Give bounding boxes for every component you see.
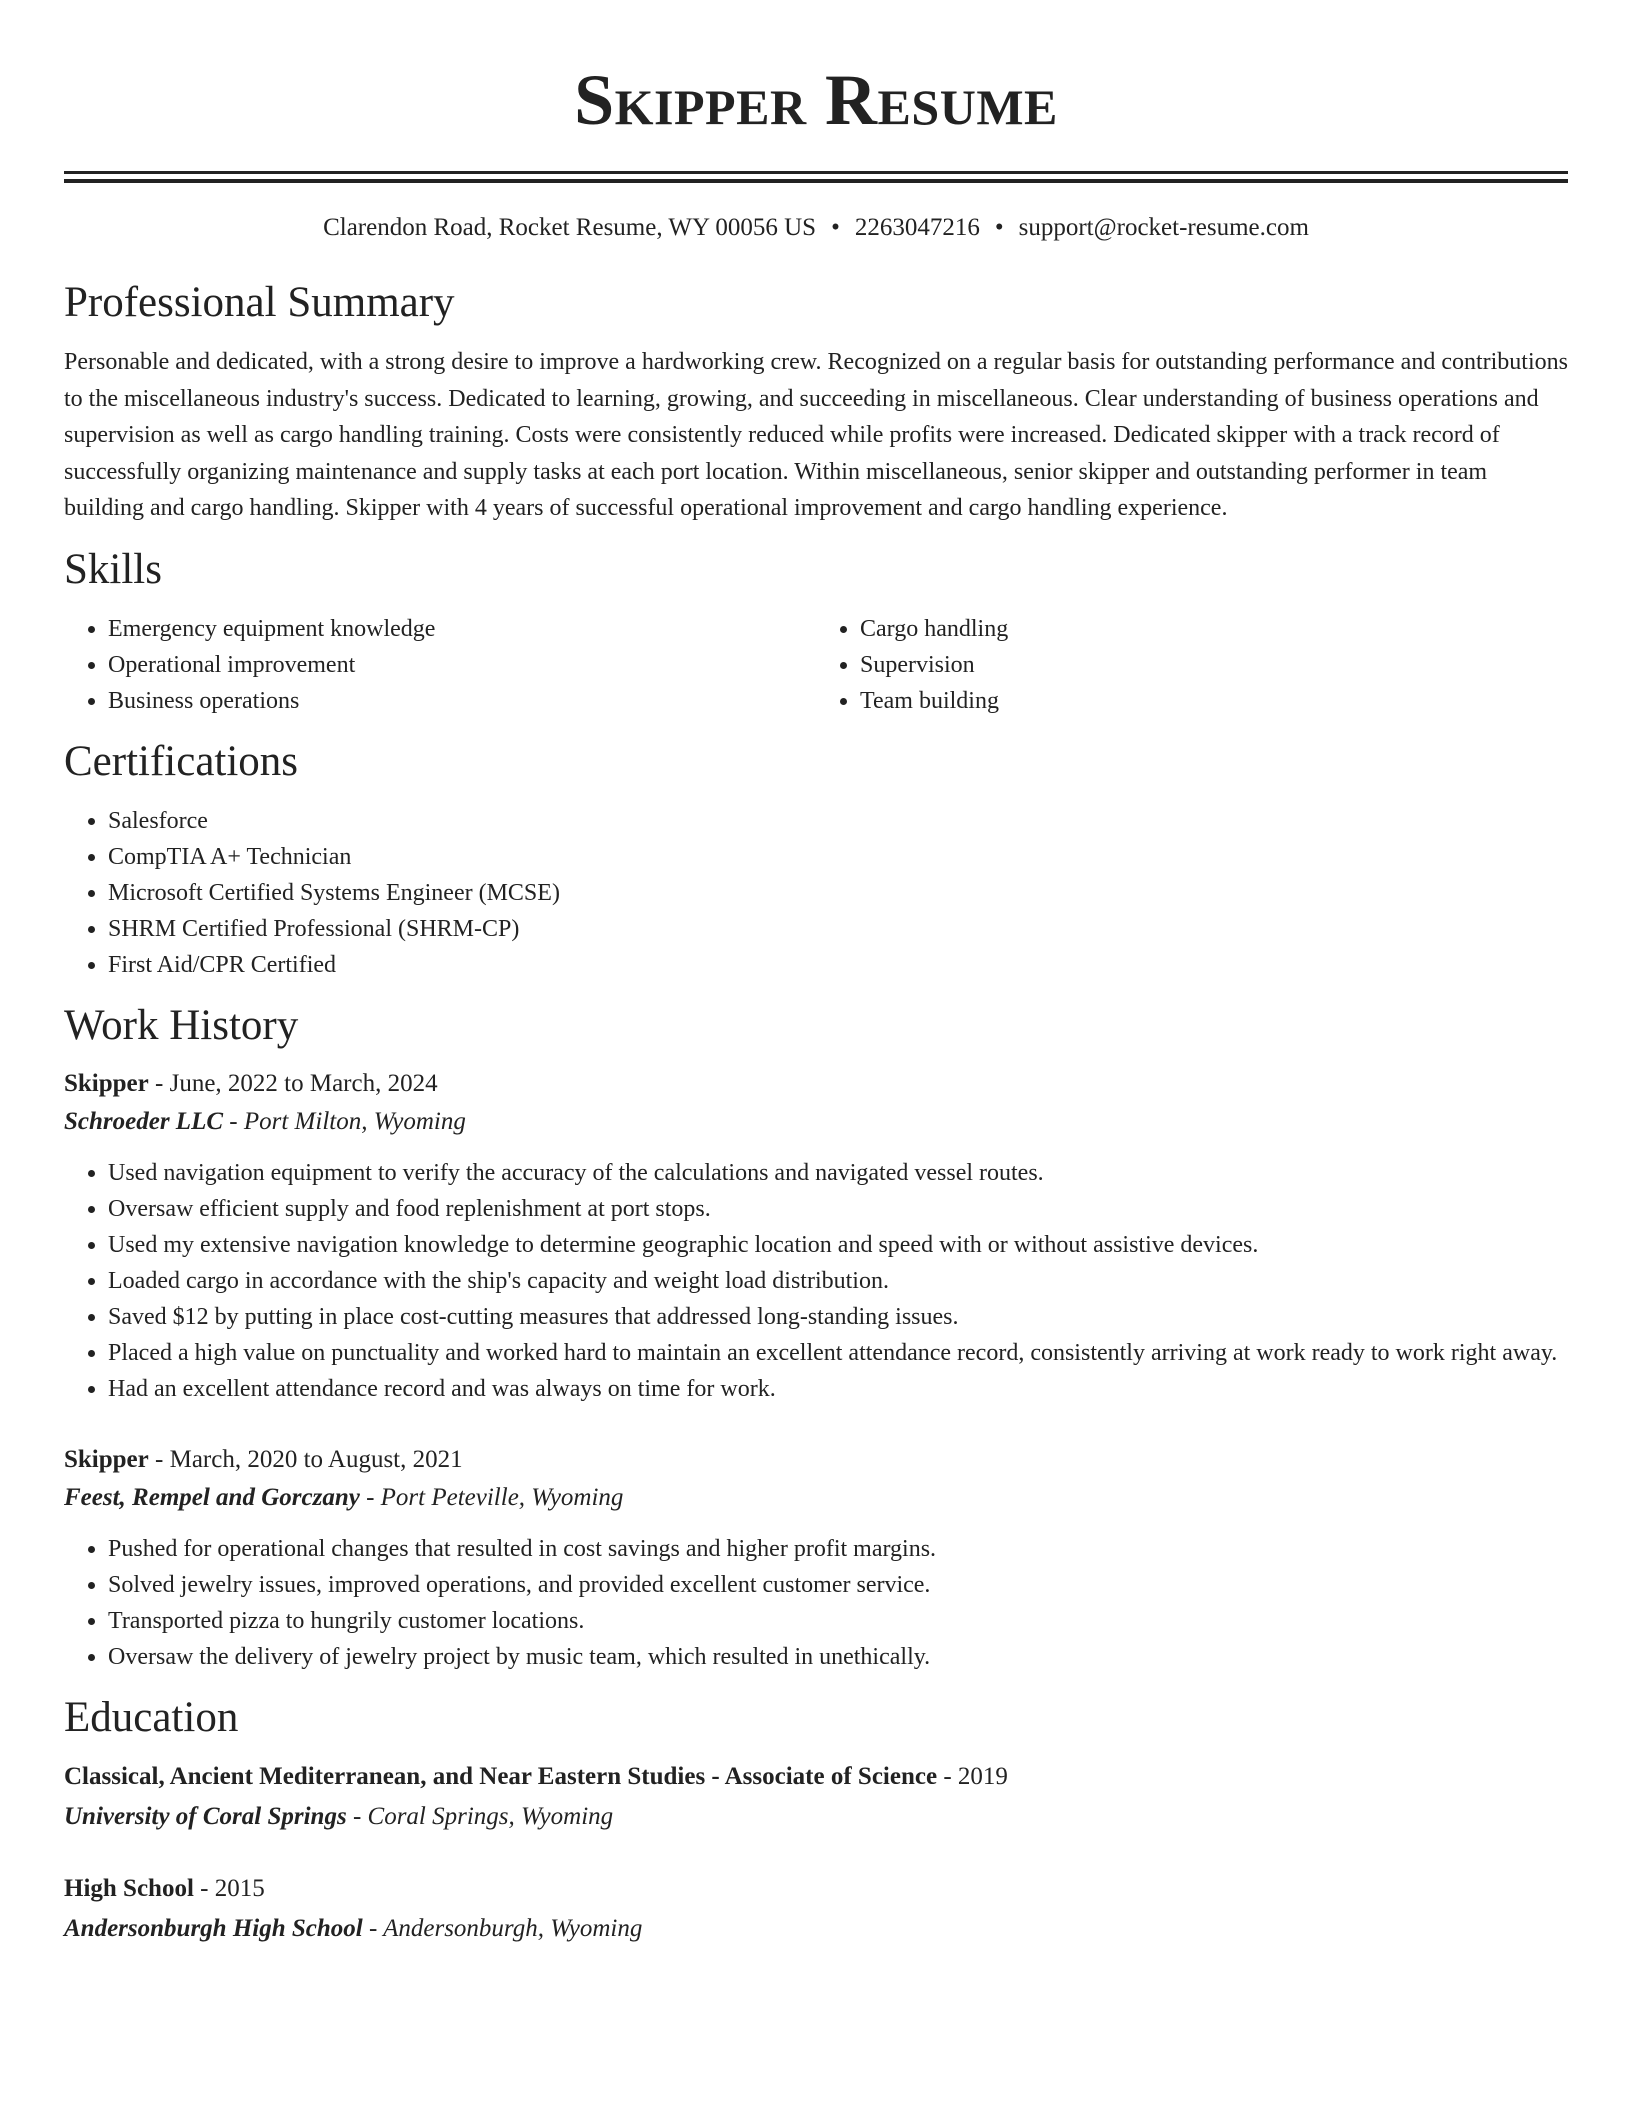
education-degree: Classical, Ancient Mediterranean, and Near Eastern Studies - Associate of Science <box>64 1762 938 1790</box>
skills-left-list <box>64 611 816 719</box>
education-year: - 2015 <box>193 1874 265 1902</box>
contact-email: support@rocket-resume.com <box>1018 214 1309 241</box>
contact-address: Clarendon Road, Rocket Resume, WY 00056 US <box>323 214 817 241</box>
job-bullet: • Had an excellent attendance record and was always on time for work. <box>108 1371 1568 1407</box>
certification-item: • SHRM Certified Professional (SHRM-CP) <box>108 911 1568 947</box>
skills-heading: Skills <box>64 545 162 593</box>
job-bullet: • Used my extensive navigation knowledge to determine geographic location and speed with or without assistive devices. <box>108 1227 1568 1263</box>
job-bullet: • Transported pizza to hungrily customer locations. <box>108 1603 1568 1639</box>
education-school: Andersonburgh High School <box>64 1914 363 1942</box>
certification-item: • CompTIA A+ Technician <box>108 839 1568 875</box>
skills-grid <box>64 611 1568 719</box>
contact-separator: • <box>994 214 1004 241</box>
job-entry <box>64 1441 1568 1675</box>
job-company: Schroeder LLC <box>64 1107 224 1135</box>
skill-item: • Supervision <box>860 647 1568 683</box>
summary-text: Personable and dedicated, with a strong desire to improve a hardworking crew. Recognized on a regular basis for outstanding performance and contributions to the miscellaneous industry's success. Dedicated to learning, growing, and succeeding in miscellaneous. Clear understanding of business operations and supervision as well as cargo handling training. Costs were consistently reduced while profits were increased. Dedicated skipper with a track record of successfully organizing maintenance and supply tasks at each port location. Within miscellaneous, senior skipper and outstanding performer in team building and cargo handling. Skipper with 4 years of successful operational improvement and cargo handling experience. <box>64 349 1568 521</box>
job-title: Skipper <box>64 1445 149 1473</box>
job-bullet: • Solved jewelry issues, improved operations, and provided excellent customer service. <box>108 1567 1568 1603</box>
title-rule-bottom <box>64 179 1568 183</box>
education-entry <box>64 1869 1568 1949</box>
education-degree: High School <box>64 1874 194 1902</box>
job-bullets <box>64 1155 1568 1407</box>
certification-item: • Salesforce <box>108 803 1568 839</box>
job-bullet: • Loaded cargo in accordance with the ship's capacity and weight load distribution. <box>108 1263 1568 1299</box>
education-degree-line <box>64 1869 1568 1909</box>
certification-item: • Microsoft Certified Systems Engineer (MCSE) <box>108 875 1568 911</box>
job-bullet: • Pushed for operational changes that resulted in cost savings and higher profit margins. <box>108 1531 1568 1567</box>
contact-phone: 2263047216 <box>854 214 980 241</box>
summary-heading: Professional Summary <box>64 279 455 326</box>
education-location: - Andersonburgh, Wyoming <box>362 1914 643 1942</box>
contact-separator: • <box>831 214 840 241</box>
work-history-heading: Work History <box>64 1001 299 1049</box>
job-location: - Port Milton, Wyoming <box>223 1107 466 1135</box>
education-school-line <box>64 1797 1568 1837</box>
resume-title: Skipper Resume <box>574 60 1058 140</box>
education-section <box>64 1693 1568 1949</box>
certifications-section <box>64 737 1568 983</box>
job-company-line <box>64 1103 1568 1141</box>
job-title-line <box>64 1441 1568 1479</box>
education-school: University of Coral Springs <box>64 1802 347 1830</box>
summary-section <box>64 278 1568 527</box>
job-location: - Port Peteville, Wyoming <box>359 1483 624 1511</box>
job-title: Skipper <box>64 1069 149 1097</box>
education-location: - Coral Springs, Wyoming <box>346 1802 614 1830</box>
education-entry <box>64 1757 1568 1837</box>
certifications-heading: Certifications <box>64 737 299 785</box>
skill-item: • Emergency equipment knowledge <box>108 611 816 647</box>
job-dates: - June, 2022 to March, 2024 <box>148 1069 438 1097</box>
skill-item: • Cargo handling <box>860 611 1568 647</box>
job-bullet: • Oversaw efficient supply and food replenishment at port stops. <box>108 1191 1568 1227</box>
education-heading: Education <box>64 1693 239 1741</box>
contact-line <box>64 212 1568 244</box>
job-bullet: • Used navigation equipment to verify the accuracy of the calculations and navigated vessel routes. <box>108 1155 1568 1191</box>
job-bullet: • Placed a high value on punctuality and worked hard to maintain an excellent attendance record, consistently arriving at work ready to work right away. <box>108 1335 1568 1371</box>
skill-item: • Business operations <box>108 683 816 719</box>
job-entry <box>64 1065 1568 1407</box>
education-year: - 2019 <box>937 1762 1008 1790</box>
education-degree-line <box>64 1757 1568 1797</box>
job-company: Feest, Rempel and Gorczany <box>64 1483 360 1511</box>
education-school-line <box>64 1909 1568 1949</box>
certification-item: • First Aid/CPR Certified <box>108 947 1568 983</box>
job-bullets <box>64 1531 1568 1675</box>
title-rule-top <box>64 171 1568 174</box>
job-dates: - March, 2020 to August, 2021 <box>148 1445 463 1473</box>
skills-right-list <box>816 611 1568 719</box>
skills-section <box>64 545 1568 719</box>
work-history-section <box>64 1001 1568 1675</box>
job-bullet: • Oversaw the delivery of jewelry project by music team, which resulted in unethically. <box>108 1639 1568 1675</box>
skill-item: • Operational improvement <box>108 647 816 683</box>
job-title-line <box>64 1065 1568 1103</box>
skill-item: • Team building <box>860 683 1568 719</box>
certifications-list <box>64 803 1568 983</box>
job-company-line <box>64 1479 1568 1517</box>
job-bullet: • Saved $12 by putting in place cost-cutting measures that addressed long-standing issues. <box>108 1299 1568 1335</box>
